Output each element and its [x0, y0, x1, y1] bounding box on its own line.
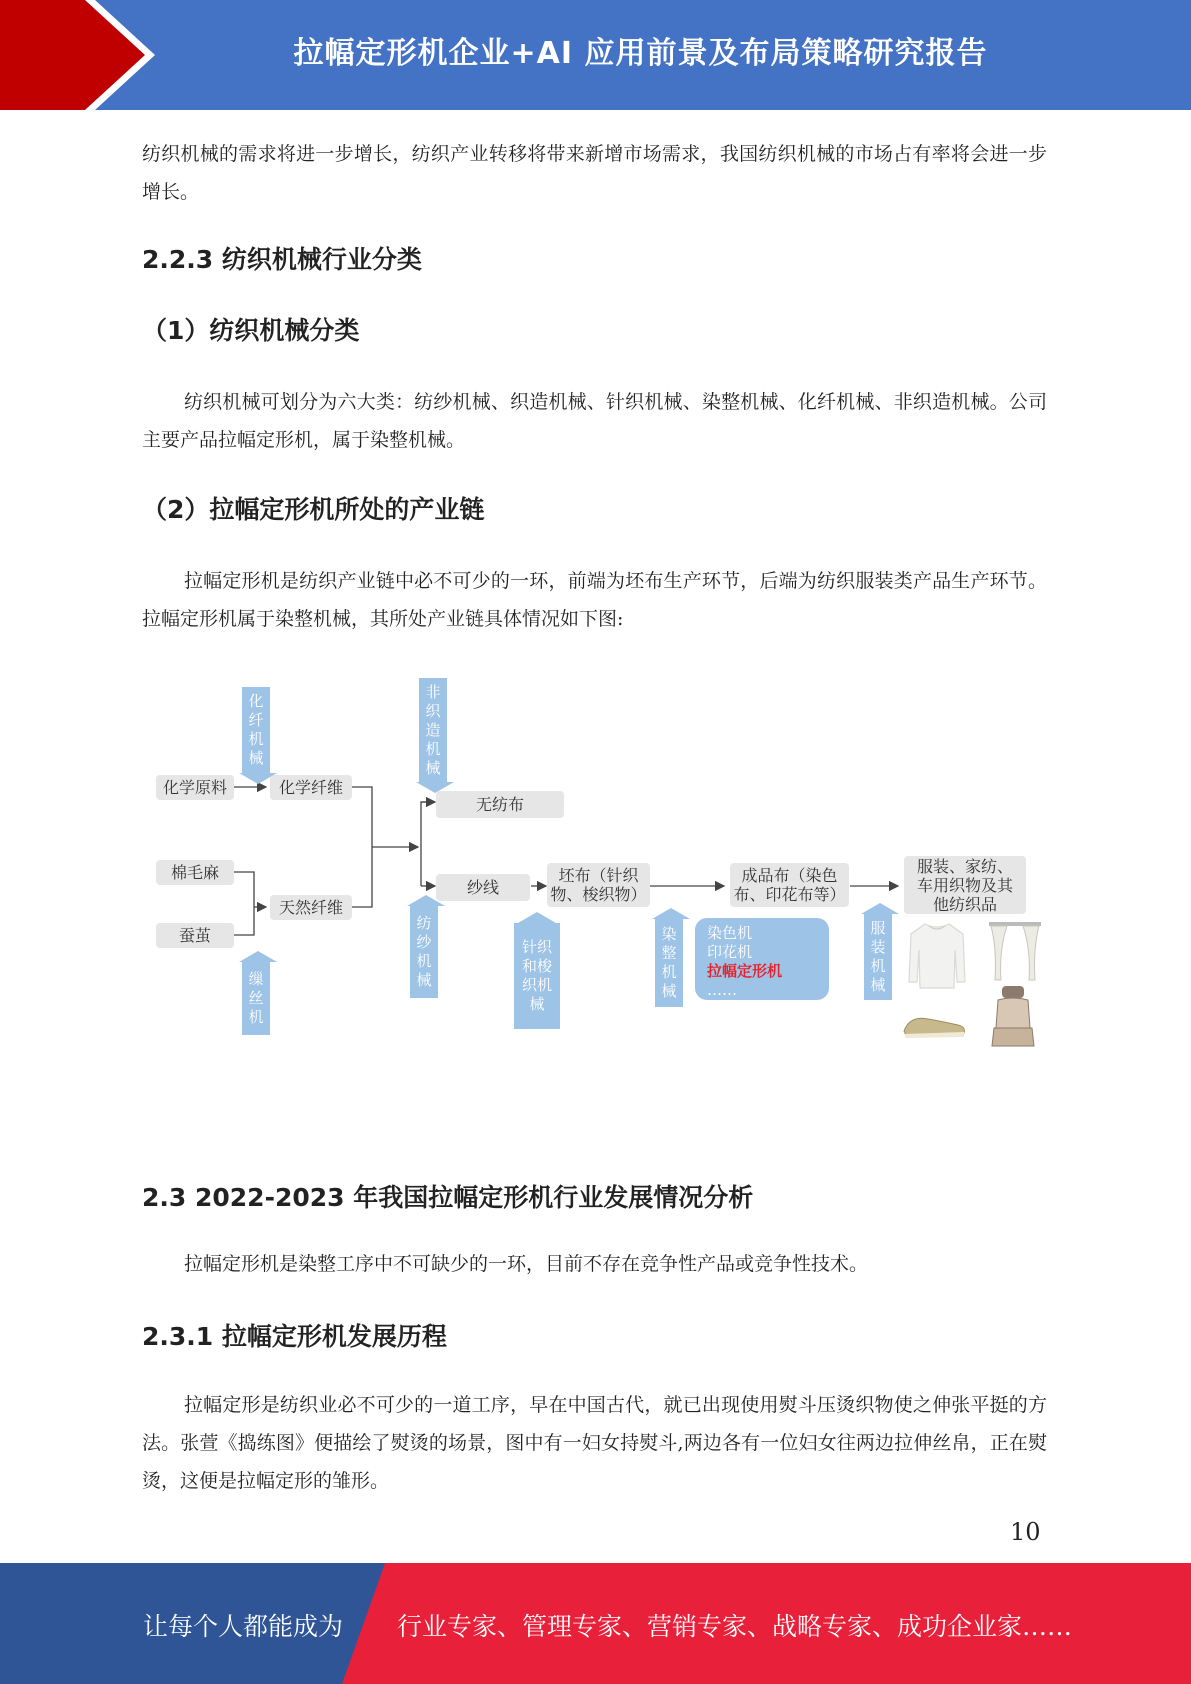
- machine-garment: [864, 914, 892, 1000]
- node-silkworm-cocoon: 蚕茧: [156, 923, 234, 948]
- industry-chain-paragraph: [142, 562, 1047, 638]
- machine-char: 械: [248, 749, 264, 767]
- node-apparel-textiles: [904, 856, 1026, 914]
- paragraph-text: 拉幅定形是纺织业必不可少的一道工序，早在中国古代，就已出现使用熨斗压烫织物使之伸张平挺的方法。张萱《捣练图》便描绘了熨烫的场景，图中有一妇女持熨斗,两边各有一位妇女往两边拉伸丝帛，正在熨烫，这便是拉幅定形的雏形。: [142, 1394, 1047, 1492]
- page-footer: [0, 1563, 1191, 1684]
- dyeing-machine-list: [695, 918, 829, 1000]
- machine-char: 械: [425, 758, 441, 777]
- section-heading-2-3: 2.3 2022-2023 年我国拉幅定形机行业发展情况分析: [142, 1183, 754, 1212]
- node-chemical-raw-material: 化学原料: [156, 775, 234, 800]
- machine-char: 服: [870, 919, 886, 937]
- development-paragraph: [142, 1245, 1047, 1283]
- node-apparel-line3: 他纺织品: [932, 894, 997, 914]
- node-finished-line1: 成品布（染色: [741, 866, 838, 885]
- paragraph-text: 拉幅定形机是染整工序中不可缺少的一环，目前不存在竞争性产品或竞争性技术。: [184, 1253, 869, 1275]
- intro-paragraph: [142, 135, 1047, 211]
- page-number: 10: [1010, 1518, 1041, 1546]
- node-yarn: 纱线: [436, 874, 530, 901]
- node-finished-line2: 布、印花布等）: [733, 885, 846, 904]
- subsection-heading-2: （2）拉幅定形机所处的产业链: [142, 495, 485, 524]
- machine-char: 纤: [248, 711, 264, 729]
- machine-char: 械: [870, 976, 886, 994]
- machine-char: 化: [248, 692, 264, 710]
- machine-char: 造: [425, 720, 441, 739]
- dye-box-highlight: 拉幅定形机: [707, 962, 783, 980]
- classification-paragraph: [142, 383, 1047, 459]
- node-chemical-fiber: 化学纤维: [270, 775, 352, 800]
- machine-char: 织: [425, 701, 441, 720]
- machine-char: 丝: [248, 989, 264, 1007]
- machine-chemical-fiber: [242, 687, 270, 773]
- car-seat-image: [988, 984, 1040, 1052]
- page-header: [0, 0, 1191, 110]
- machine-char: 针织: [521, 938, 552, 956]
- machine-silk-reeling: [242, 962, 270, 1035]
- subsection-heading-1: （1）纺织机械分类: [142, 316, 360, 345]
- machine-char: 机: [416, 952, 432, 970]
- node-cotton-wool-linen: 棉毛麻: [156, 860, 234, 885]
- node-finished-fabric: [730, 863, 849, 907]
- dye-box-line: 印花机: [707, 943, 753, 961]
- industry-chain-diagram: [142, 672, 1062, 1072]
- machine-char: 机: [870, 957, 886, 975]
- machine-char: 机: [248, 730, 264, 748]
- machine-char: 机: [425, 739, 441, 758]
- node-apparel-line2: 车用织物及其: [916, 875, 1013, 895]
- footer-slogan-left: 让每个人都能成为: [143, 1612, 344, 1641]
- node-natural-fiber: 天然纤维: [270, 895, 352, 920]
- machine-char: 缫: [248, 970, 264, 988]
- sweater-image: [907, 920, 967, 992]
- paragraph-text: 纺织机械的需求将进一步增长，纺织产业转移将带来新增市场需求，我国纺织机械的市场占有率将会进一步增长。: [142, 143, 1047, 203]
- curtain-image: [987, 920, 1043, 984]
- footer-slogan-right: 行业专家、管理专家、营销专家、战略专家、成功企业家……: [397, 1612, 1073, 1641]
- machine-char: 械: [661, 982, 677, 1000]
- node-greige-fabric: [547, 863, 650, 907]
- node-nonwoven-fabric: 无纺布: [436, 791, 564, 818]
- machine-knitting-weaving: [514, 923, 560, 1029]
- node-greige-line1: 坯布（针织: [558, 866, 639, 885]
- machine-char: 纺: [416, 914, 432, 932]
- machine-char: 械: [416, 971, 432, 989]
- machine-char: 装: [870, 938, 886, 956]
- machine-spinning: [410, 906, 438, 998]
- node-apparel-line1: 服装、家纺、: [916, 856, 1013, 876]
- machine-char: 和梭: [521, 957, 552, 975]
- machine-nonwoven: [419, 678, 447, 782]
- dye-box-line: ……: [707, 981, 737, 999]
- machine-char: 机: [661, 963, 677, 981]
- history-paragraph: [142, 1386, 1047, 1500]
- section-heading-2-3-1: 2.3.1 拉幅定形机发展历程: [142, 1322, 447, 1351]
- paragraph-text: 纺织机械可划分为六大类：纺纱机械、织造机械、针织机械、染整机械、化纤机械、非织造机械。公司主要产品拉幅定形机，属于染整机械。: [142, 391, 1047, 451]
- report-title: 拉幅定形机企业+AI 应用前景及布局策略研究报告: [293, 36, 988, 71]
- shoes-image: [900, 1007, 970, 1041]
- machine-char: 非: [425, 682, 441, 701]
- machine-char: 织机: [521, 976, 552, 994]
- section-heading-2-2-3: 2.2.3 纺织机械行业分类: [142, 245, 422, 274]
- paragraph-text: 拉幅定形机是纺织产业链中必不可少的一环，前端为坯布生产环节，后端为纺织服装类产品生产环节。拉幅定形机属于染整机械，其所处产业链具体情况如下图:: [142, 570, 1047, 630]
- dye-box-line: 染色机: [707, 924, 753, 942]
- node-greige-line2: 物、梭织物）: [550, 885, 647, 904]
- machine-char: 整: [661, 944, 677, 962]
- machine-char: 械: [529, 995, 545, 1013]
- machine-char: 机: [248, 1008, 264, 1026]
- machine-char: 染: [661, 925, 677, 943]
- machine-char: 纱: [416, 933, 432, 951]
- machine-dyeing-finishing: [655, 919, 683, 1007]
- header-arrow-decoration: [0, 0, 170, 110]
